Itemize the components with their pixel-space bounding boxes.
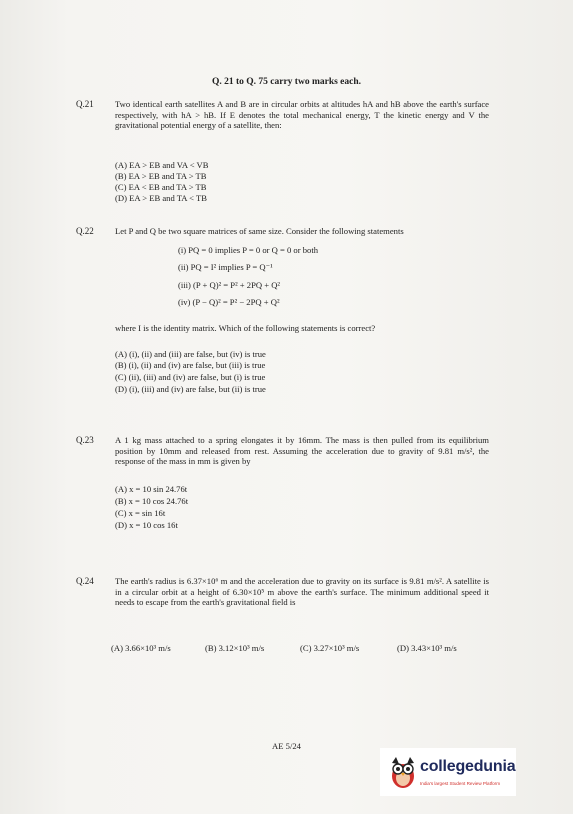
option-d: (D) x = 10 cos 16t <box>115 520 178 530</box>
question-number: Q.22 <box>76 226 94 236</box>
statement-ii: (ii) PQ = I² implies P = Q⁻¹ <box>178 262 273 272</box>
brand-logo <box>380 748 516 796</box>
option-b: (B) x = 10 cos 24.76t <box>115 496 189 506</box>
page-footer: AE 5/24 <box>272 741 301 751</box>
section-heading: Q. 21 to Q. 75 carry two marks each. <box>211 77 362 87</box>
question-text: A 1 kg mass attached to a spring elongates it by 16mm. The mass is then pulled from its equilibrium position by 10mm and released from rest. Assuming the acceleration due to gravity of 9.81 m/s², the response of the mass in mm is given by <box>115 435 489 466</box>
option-d: (D) (i), (iii) and (iv) are false, but (ii) is true <box>115 384 266 394</box>
option-c: (C) EA < EB and TA > TB <box>115 182 207 192</box>
option-c: (C) x = sin 16t <box>115 508 166 518</box>
option-d: (D) EA > EB and TA < TB <box>115 193 207 203</box>
option-a: (A) (i), (ii) and (iii) are false, but (iv) is true <box>115 349 266 359</box>
option-a: (A) 3.66×10³ m/s <box>111 643 171 653</box>
option-c: (C) 3.27×10³ m/s <box>300 643 360 653</box>
question-text: Two identical earth satellites A and B are in circular orbits at altitudes hA and hB above the earth's surface respectively, with hA > hB. If E denotes the total mechanical energy, T the kinetic energy and V the gravitational potential energy of a satellite, then: <box>115 99 489 130</box>
owl-icon <box>386 754 420 790</box>
question-text: The earth's radius is 6.37×10⁶ m and the acceleration due to gravity on its surface is 9.81 m/s². A satellite is in a circular orbit at a height of 6.30×10⁵ m above the earth's surface. The minimum additional speed it needs to escape from the earth's gravitational field is <box>115 576 489 607</box>
option-b: (B) (i), (ii) and (iv) are false, but (iii) is true <box>115 360 266 370</box>
question-followup: where I is the identity matrix. Which of the following statements is correct? <box>115 323 376 333</box>
logo-name: collegedunia <box>420 758 516 775</box>
option-a: (A) EA > EB and VA < VB <box>115 160 209 170</box>
option-b: (B) EA > EB and TA > TB <box>115 171 207 181</box>
statement-i: (i) PQ = 0 implies P = 0 or Q = 0 or both <box>178 245 319 255</box>
logo-tagline: India's largest Student Review Platform <box>420 781 501 786</box>
option-c: (C) (ii), (iii) and (iv) are false, but (i) is true <box>115 372 266 382</box>
option-a: (A) x = 10 sin 24.76t <box>115 484 188 494</box>
question-number: Q.21 <box>76 99 94 109</box>
question-number: Q.24 <box>76 576 94 586</box>
option-d: (D) 3.43×10³ m/s <box>397 643 457 653</box>
option-b: (B) 3.12×10³ m/s <box>205 643 265 653</box>
statement-iii: (iii) (P + Q)² = P² + 2PQ + Q² <box>178 280 280 290</box>
statement-iv: (iv) (P − Q)² = P² − 2PQ + Q² <box>178 297 280 307</box>
question-text: Let P and Q be two square matrices of same size. Consider the following statements <box>115 226 404 236</box>
question-number: Q.23 <box>76 435 94 445</box>
